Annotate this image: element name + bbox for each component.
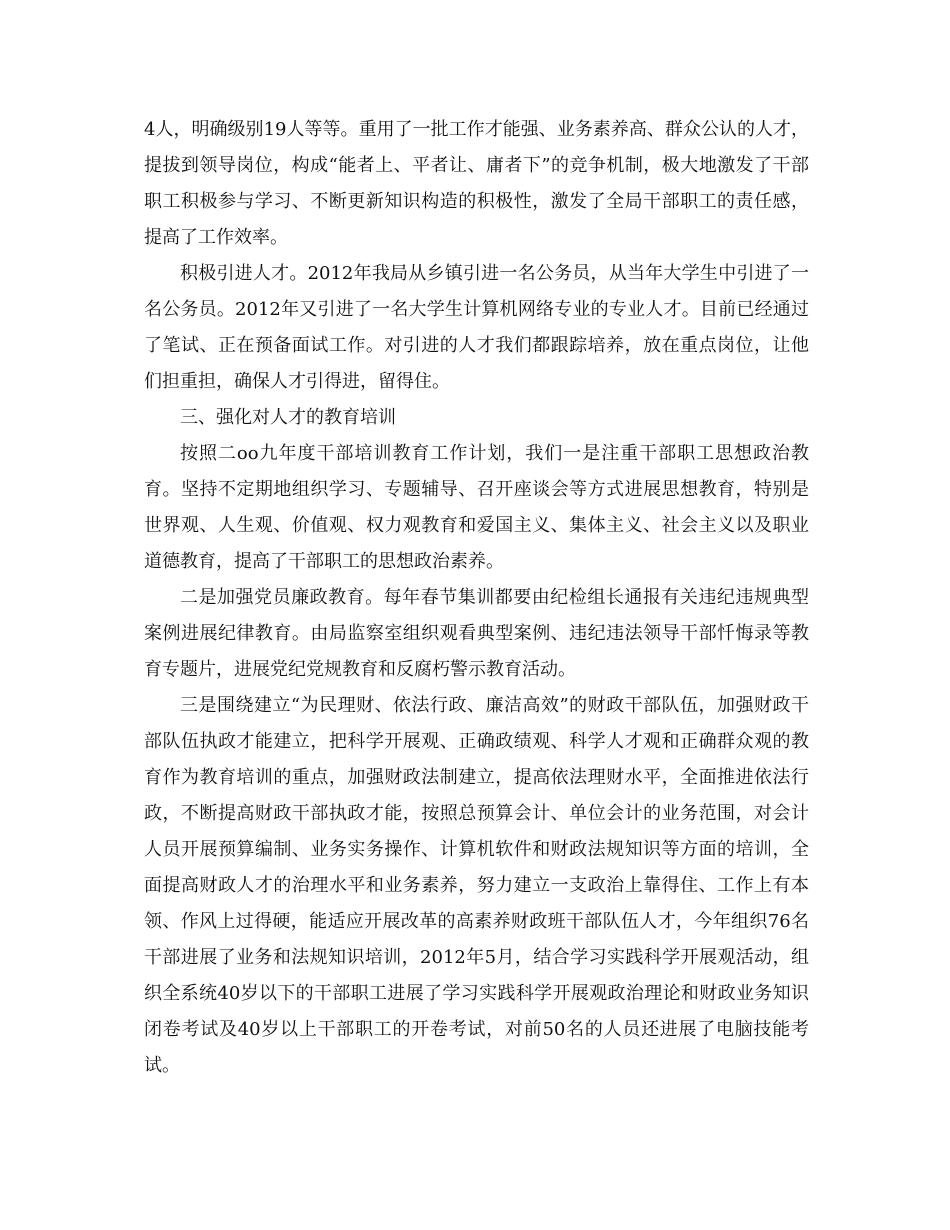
section-heading: 三、强化对人才的教育培训 — [180, 407, 396, 428]
paragraph-3: 按照二oo九年度干部培训教育工作计划，我们一是注重干部职工思想政治教育。坚持不定期地组织学习、专题辅导、召开座谈会等方式进展思想教育，特别是世界观、人生观、价值观、权力观教育和爱国主义、集体主义、社会主义以及职业道德教育，提高了干部职工的思想政治素养。 — [144, 443, 809, 572]
paragraph-4: 二是加强党员廉政教育。每年春节集训都要由纪检组长通报有关违纪违规典型案例进展纪律教育。由局监察室组织观看典型案例、违纪违法领导干部忏悔录等教育专题片，进展党纪党规教育和反腐朽警示教育活动。 — [144, 587, 809, 680]
paragraph-2: 积极引进人才。2012年我局从乡镇引进一名公务员，从当年大学生中引进了一名公务员。2012年又引进了一名大学生计算机网络专业的专业人才。目前已经通过了笔试、正在预备面试工作。对引进的人才我们都跟踪培养，放在重点岗位，让他们担重担，确保人才引得进，留得住。 — [144, 263, 809, 392]
paragraph-1: 4人，明确级别19人等等。重用了一批工作才能强、业务素养高、群众公认的人才，提拔到领导岗位，构成“能者上、平者让、庸者下”的竞争机制，极大地激发了干部职工积极参与学习、不断更新知识构造的积极性，激发了全局干部职工的责任感，提高了工作效率。 — [144, 119, 809, 248]
document-body — [144, 112, 809, 1084]
paragraph-5: 三是围绕建立“为民理财、依法行政、廉洁高效”的财政干部队伍，加强财政干部队伍执政才能建立，把科学开展观、正确政绩观、科学人才观和正确群众观的教育作为教育培训的重点，加强财政法制建立，提高依法理财水平，全面推进依法行政，不断提高财政干部执政才能，按照总预算会计、单位会计的业务范围，对会计人员开展预算编制、业务实务操作、计算机软件和财政法规知识等方面的培训，全面提高财政人才的治理水平和业务素养，努力建立一支政治上靠得住、工作上有本领、作风上过得硬，能适应开展改革的高素养财政班干部队伍人才，今年组织76名干部进展了业务和法规知识培训，2012年5月，结合学习实践科学开展观活动，组织全系统40岁以下的干部职工进展了学习实践科学开展观政治理论和财政业务知识闭卷考试及40岁以上干部职工的开卷考试，对前50名的人员还进展了电脑技能考试。 — [144, 695, 809, 1076]
